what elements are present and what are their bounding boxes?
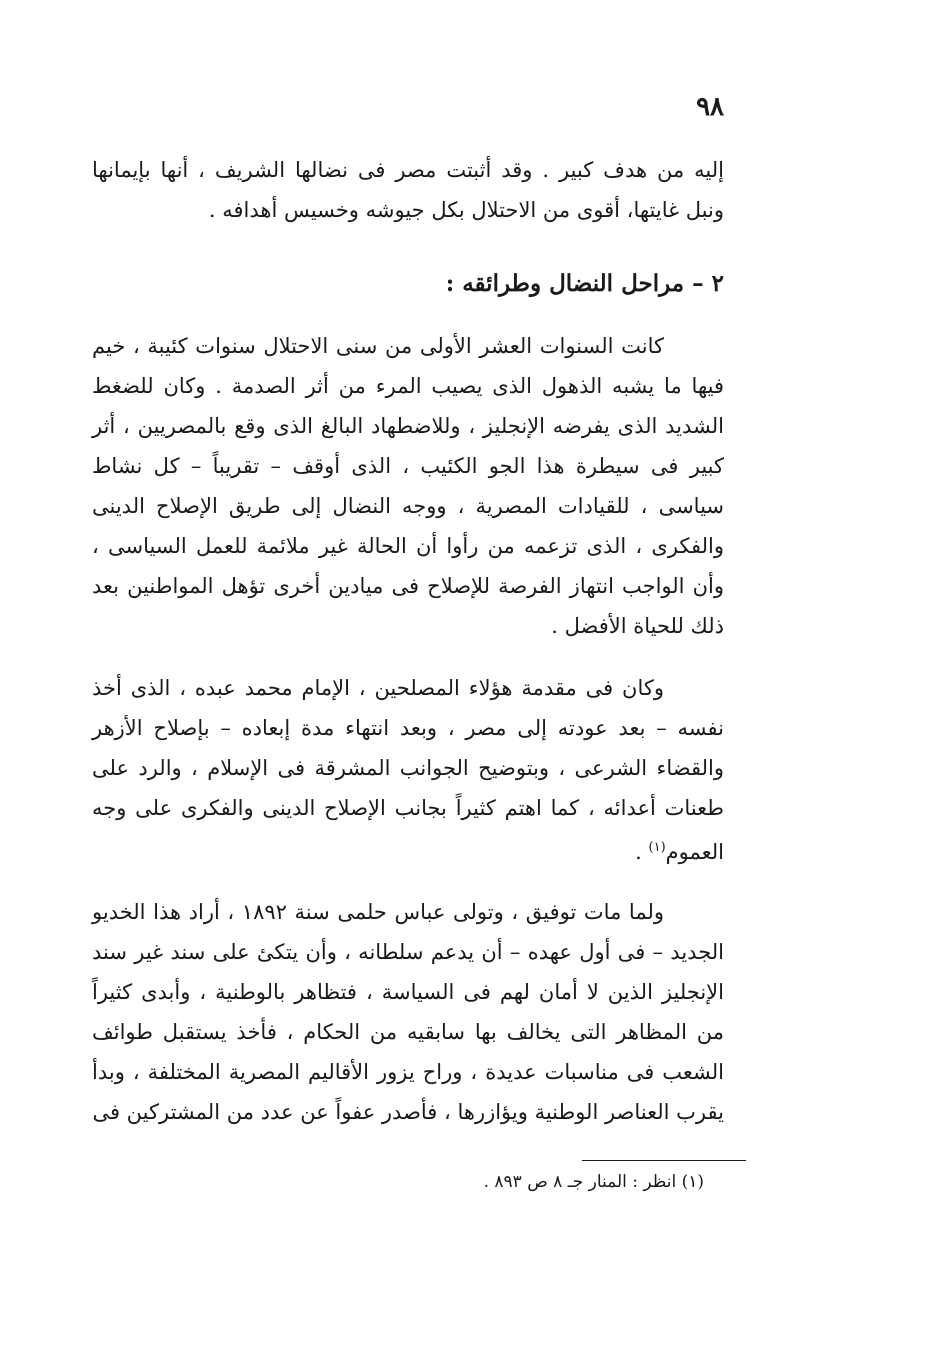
body-paragraph-2-text: وكان فى مقدمة هؤلاء المصلحين ، الإمام محمد عبده ، الذى أخذ نفسه – بعد عودته إلى مصر ، وبعد انتهاء مدة إبعاده – بإصلاح الأزهر والقضاء الشرعى ، وبتوضيح الجوانب المشرقة فى الإسلام ، والرد على طعنات أعدائه ، كما اهتم كثيراً بجانب الإصلاح الدينى والفكرى على وجه العموم [92,676,724,864]
section-heading: ٢ – مراحل النضال وطرائقه : [445,270,724,297]
intro-paragraph: إليه من هدف كبير . وقد أثبتت مصر فى نضالها الشريف ، أنها بإيمانها ونبل غايتها، أقوى من الاحتلال بكل جيوشه وخسيس أهدافه . [92,158,724,222]
footnote-divider [582,1160,746,1161]
body-paragraph-3: ولما مات توفيق ، وتولى عباس حلمى سنة ١٨٩٢ ، أراد هذا الخديو الجديد – فى أول عهده – أن يدعم سلطانه ، وأن يتكئ على سند غير سند الإنجليز الذين لا أمان لهم فى السياسة ، فتظاهر بالوطنية ، وأبدى كثيراً من المظاهر التى يخالف بها سابقيه من الحكام ، فأخذ يستقبل طوائف الشعب فى مناسبات عديدة ، وراح يزور الأقاليم المصرية المختلفة ، وبدأ يقرب العناصر الوطنية ويؤازرها ، فأصدر عفواً عن عدد من المشتركين فى [92,900,724,1124]
page-number: ٩٨ [696,92,724,122]
body-paragraph-2 [92,668,724,872]
body-paragraph-1: كانت السنوات العشر الأولى من سنى الاحتلال سنوات كئيبة ، خيم فيها ما يشبه الذهول الذى يصيب المرء من أثر الصدمة . وكان للضغط الشديد الذى يفرضه الإنجليز ، وللاضطهاد البالغ الذى وقع بالمصريين ، أثر كبير فى سيطرة هذا الجو الكئيب ، الذى أوقف – تقريباً – كل نشاط سياسى ، للقيادات المصرية ، ووجه النضال إلى طريق الإصلاح الدينى والفكرى ، الذى تزعمه من رأوا أن الحالة غير ملائمة للعمل السياسى ، وأن الواجب انتهاز الفرصة للإصلاح فى ميادين أخرى تؤهل المواطنين بعد ذلك للحياة الأفضل . [92,334,724,638]
footnote-reference: (١) [648,840,666,855]
footnote: (١) انظر : المنار جـ ٨ ص ٨٩٣ . [483,1172,704,1192]
paragraph-end-period: . [635,840,642,864]
